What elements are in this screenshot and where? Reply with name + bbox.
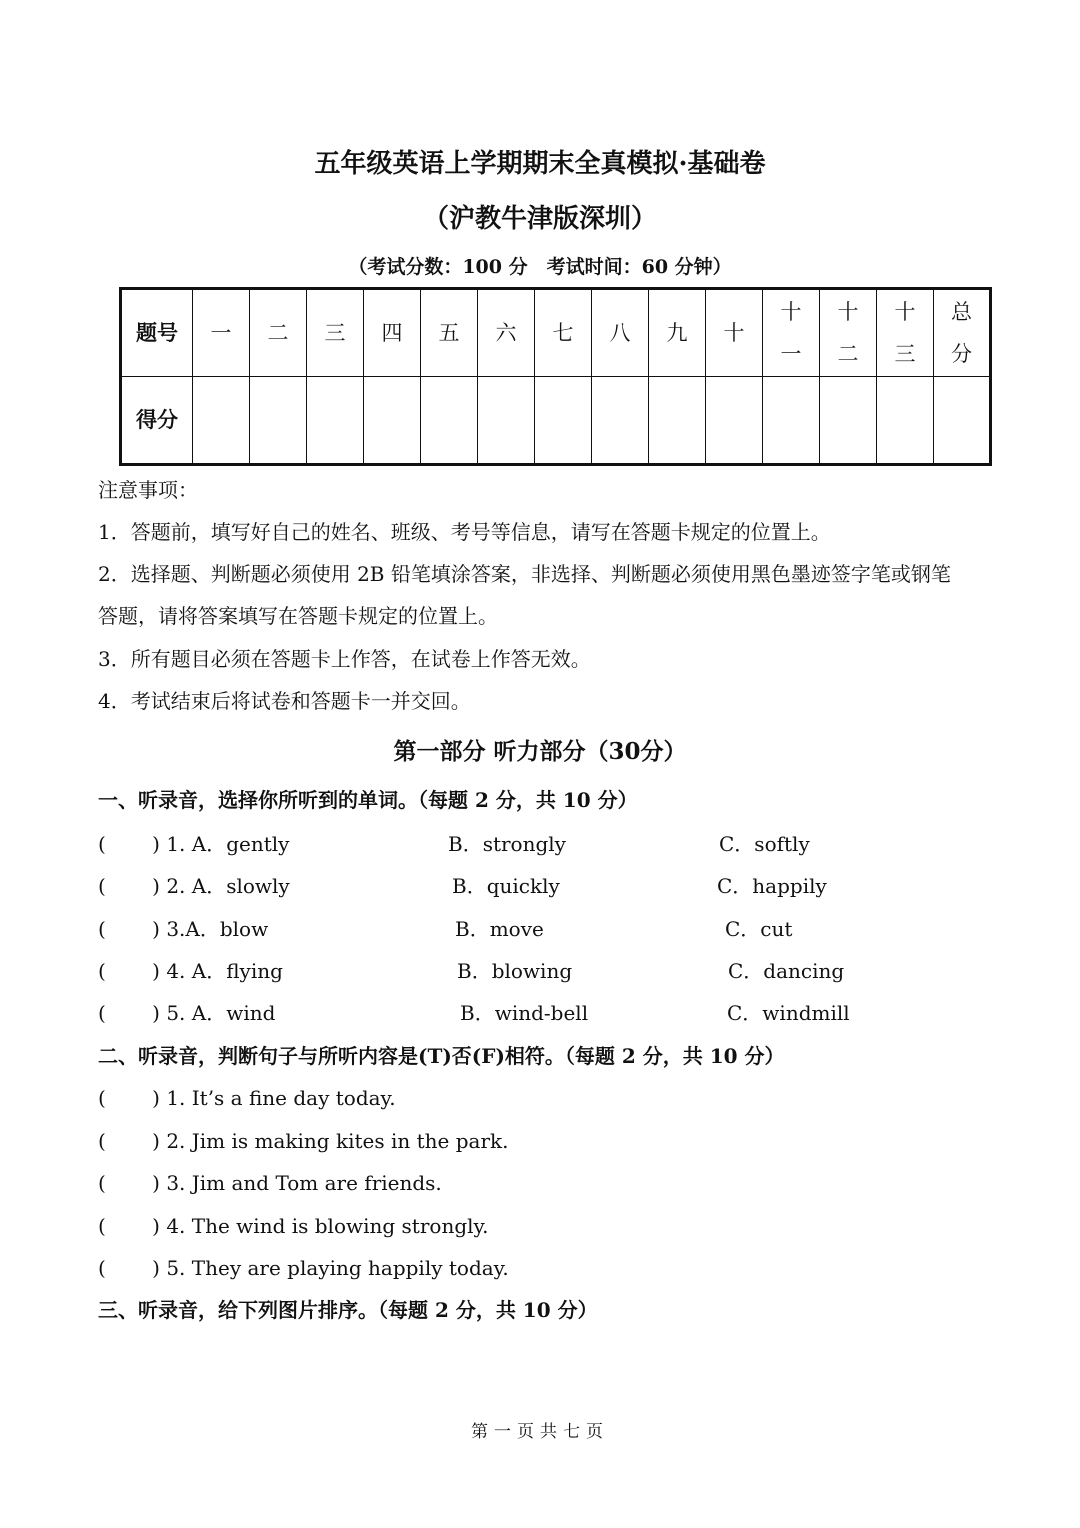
score-col-8: 八 xyxy=(592,289,649,377)
score-col-total xyxy=(934,289,991,377)
part1-heading: 第一部分 听力部分（30分） xyxy=(393,738,687,765)
page-footer: 第一页共七页 xyxy=(471,1422,609,1442)
score-cell xyxy=(250,377,307,465)
section3-title: 三、听录音，给下列图片排序。（每题 2 分，共 10 分） xyxy=(98,1298,598,1322)
score-cell xyxy=(592,377,649,465)
s1-q3-c: C．cut xyxy=(725,917,793,941)
score-table-row2-label: 得分 xyxy=(121,377,193,465)
score-col-12 xyxy=(820,289,877,377)
score-cell xyxy=(934,377,991,465)
note-item-2: 2．选择题、判断题必须使用 2B 铅笔填涂答案，非选择、判断题必须使用黑色墨迹签字笔或钢笔 xyxy=(98,562,951,586)
score-col-12-top: 十 xyxy=(837,300,859,324)
score-table-row1-label: 题号 xyxy=(121,289,193,377)
score-col-11-top: 十 xyxy=(780,300,802,324)
score-col-total-top: 总 xyxy=(951,300,972,324)
score-col-3: 三 xyxy=(307,289,364,377)
notes-heading: 注意事项： xyxy=(98,478,198,502)
score-cell xyxy=(364,377,421,465)
score-table-score-row xyxy=(121,377,991,465)
score-cell xyxy=(820,377,877,465)
score-col-11 xyxy=(763,289,820,377)
score-col-6: 六 xyxy=(478,289,535,377)
s1-q1-b: B．strongly xyxy=(448,832,566,856)
score-cell xyxy=(877,377,934,465)
score-col-10: 十 xyxy=(706,289,763,377)
note-item-1: 1．答题前，填写好自己的姓名、班级、考号等信息，请写在答题卡规定的位置上。 xyxy=(98,520,831,544)
s1-q3-a: ( ) 3.A．blow xyxy=(98,917,269,941)
s2-q2: ( ) 2. Jim is making kites in the park. xyxy=(98,1129,509,1153)
score-col-4: 四 xyxy=(364,289,421,377)
s1-q4-c: C．dancing xyxy=(728,959,845,983)
s1-q5-a: ( ) 5. A．wind xyxy=(98,1001,276,1025)
score-cell xyxy=(421,377,478,465)
score-col-12-bottom: 二 xyxy=(837,342,859,366)
s1-q1-c: C．softly xyxy=(719,832,810,856)
section1-title: 一、听录音，选择你所听到的单词。（每题 2 分，共 10 分） xyxy=(98,788,638,812)
s1-q4-b: B．blowing xyxy=(457,959,573,983)
score-col-5: 五 xyxy=(421,289,478,377)
section2-title: 二、听录音，判断句子与所听内容是(T)否(F)相符。（每题 2 分，共 10 分） xyxy=(98,1044,785,1068)
score-table xyxy=(119,287,992,466)
score-col-2: 二 xyxy=(250,289,307,377)
score-col-7: 七 xyxy=(535,289,592,377)
score-cell xyxy=(706,377,763,465)
s1-q2-a: ( ) 2. A．slowly xyxy=(98,874,290,898)
score-col-13-bottom: 三 xyxy=(894,342,916,366)
score-cell xyxy=(193,377,250,465)
score-col-9: 九 xyxy=(649,289,706,377)
score-table-header-row xyxy=(121,289,991,377)
score-col-11-bottom: 一 xyxy=(780,342,802,366)
exam-info: （考试分数：100 分 考试时间：60 分钟） xyxy=(348,256,732,278)
score-col-1: 一 xyxy=(193,289,250,377)
note-item-2-cont: 答题，请将答案填写在答题卡规定的位置上。 xyxy=(98,604,498,628)
s1-q2-b: B．quickly xyxy=(452,874,560,898)
score-cell xyxy=(478,377,535,465)
score-cell xyxy=(535,377,592,465)
score-cell xyxy=(649,377,706,465)
score-cell xyxy=(307,377,364,465)
s2-q1: ( ) 1. It’s a fine day today. xyxy=(98,1086,396,1110)
s1-q3-b: B．move xyxy=(455,917,544,941)
page-title: 五年级英语上学期期末全真模拟·基础卷 xyxy=(314,149,766,179)
s1-q4-a: ( ) 4. A．flying xyxy=(98,959,283,983)
s2-q3: ( ) 3. Jim and Tom are friends. xyxy=(98,1171,442,1195)
score-cell xyxy=(763,377,820,465)
s2-q4: ( ) 4. The wind is blowing strongly. xyxy=(98,1214,489,1238)
note-item-4: 4．考试结束后将试卷和答题卡一并交回。 xyxy=(98,689,471,713)
score-col-13-top: 十 xyxy=(894,300,916,324)
s1-q2-c: C．happily xyxy=(717,874,827,898)
score-col-total-bottom: 分 xyxy=(951,342,972,366)
s2-q5: ( ) 5. They are playing happily today. xyxy=(98,1256,509,1280)
s1-q1-a: ( ) 1. A．gently xyxy=(98,832,290,856)
note-item-3: 3．所有题目必须在答题卡上作答，在试卷上作答无效。 xyxy=(98,647,591,671)
score-col-13 xyxy=(877,289,934,377)
s1-q5-c: C．windmill xyxy=(727,1001,850,1025)
s1-q5-b: B．wind-bell xyxy=(460,1001,589,1025)
page-subtitle: （沪教牛津版深圳） xyxy=(422,204,657,234)
